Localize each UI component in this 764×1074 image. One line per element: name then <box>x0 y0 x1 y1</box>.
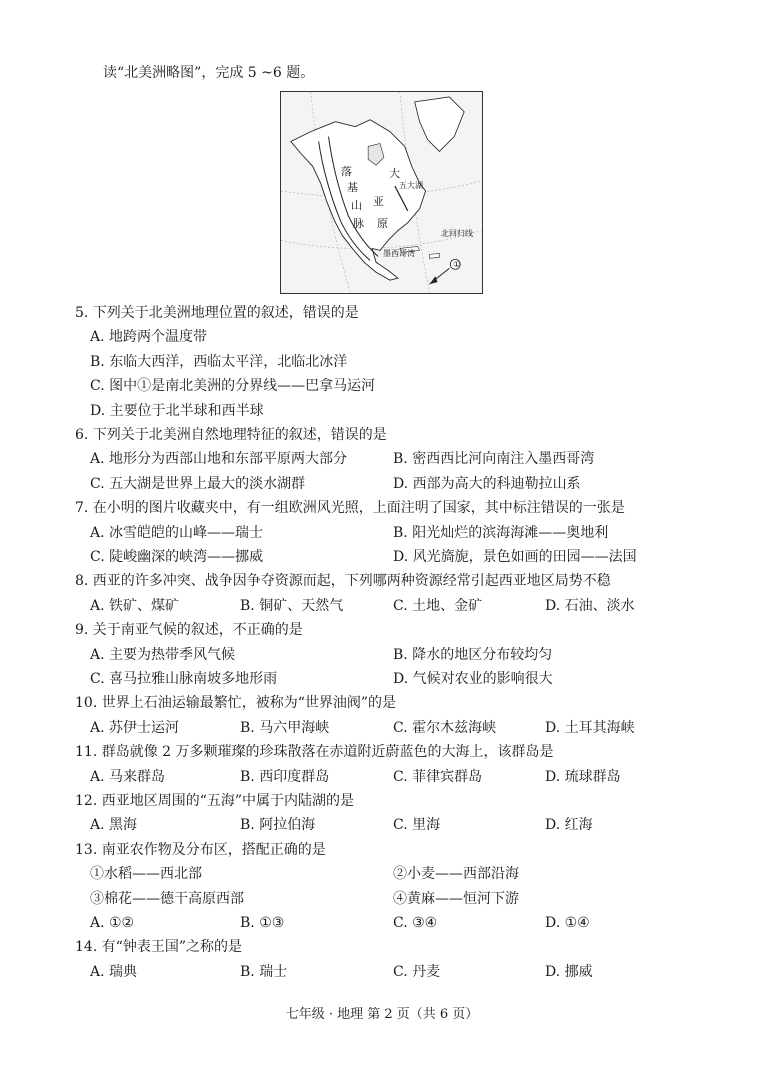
map-label-da: 大 <box>389 167 400 180</box>
question-option[interactable]: D. 西部为高大的科迪勒拉山系 <box>393 475 581 492</box>
question-option[interactable]: B. 瑞士 <box>240 963 288 980</box>
question-option[interactable]: B. ①③ <box>240 915 285 931</box>
question-option[interactable]: D. 风光旖旎，景色如画的田园——法国 <box>393 549 637 565</box>
question-option[interactable]: C. 丹麦 <box>393 963 441 980</box>
question-option[interactable]: B. 铜矿、天然气 <box>240 597 344 614</box>
question-option[interactable]: C. 霍尔木兹海峡 <box>393 719 497 736</box>
question-stem: 8. 西亚的许多冲突、战争因争夺资源而起，下列哪两种资源经常引起西亚地区局势不稳 <box>75 573 611 590</box>
map-label-tropic: 北回归线 <box>441 229 473 238</box>
question-option[interactable]: D. 石油、淡水 <box>545 597 635 614</box>
question-option[interactable]: C. 里海 <box>393 817 441 834</box>
question-stem: 12. 西亚地区周围的“五海”中属于内陆湖的是 <box>75 793 355 809</box>
question-option[interactable]: D. 主要位于北半球和西半球 <box>90 402 264 419</box>
question-option[interactable]: ④黄麻——恒河下游 <box>393 890 519 907</box>
question-option[interactable]: A. 地跨两个温度带 <box>90 329 208 346</box>
question-option[interactable]: A. 地形分为西部山地和东部平原两大部分 <box>90 451 348 468</box>
question-option[interactable]: C. 图中①是南北美洲的分界线——巴拿马运河 <box>90 378 376 395</box>
question-stem: 14. 有“钟表王国”之称的是 <box>75 939 243 956</box>
map-drawing <box>281 92 482 293</box>
question-option[interactable]: C. 五大湖是世界上最大的淡水湖群 <box>90 475 306 492</box>
page-footer: 七年级 · 地理 第 2 页（共 6 页） <box>285 1007 479 1022</box>
question-option[interactable]: ②小麦——西部沿海 <box>393 866 519 883</box>
question-stem: 11. 群岛就像 2 万多颗璀璨的珍珠散落在赤道附近蔚蓝色的大海上，该群岛是 <box>75 744 554 761</box>
map-label-shan: 山 <box>351 199 362 212</box>
map-label-ji: 基 <box>347 181 358 194</box>
question-option[interactable]: A. 苏伊士运河 <box>90 719 180 736</box>
question-option[interactable]: B. 马六甲海峡 <box>240 719 330 736</box>
map-label-yuan: 原 <box>377 217 388 230</box>
question-option[interactable]: A. 马来群岛 <box>90 768 166 785</box>
question-option[interactable]: A. 瑞典 <box>90 963 138 980</box>
question-option[interactable]: B. 降水的地区分布较均匀 <box>393 646 553 663</box>
question-option[interactable]: B. 阿拉伯海 <box>240 817 316 834</box>
question-option[interactable]: C. 土地、金矿 <box>393 597 483 614</box>
question-option[interactable]: A. 冰雪皑皑的山峰——瑞士 <box>90 524 264 541</box>
north-america-map <box>280 91 483 294</box>
question-option[interactable]: B. 阳光灿烂的滨海海滩——奥地利 <box>393 524 609 541</box>
question-option[interactable]: D. 土耳其海峡 <box>545 719 635 736</box>
question-option[interactable]: D. ①④ <box>545 915 590 931</box>
question-option[interactable]: B. 密西西比河向南注入墨西哥湾 <box>393 451 595 468</box>
map-label-mai: 脉 <box>353 217 364 230</box>
question-option[interactable]: A. 铁矿、煤矿 <box>90 597 180 614</box>
question-option[interactable]: B. 东临大西洋，西临太平洋，北临北冰洋 <box>90 353 348 370</box>
intro-text: 读“北美洲略图”，完成 5 ~6 题。 <box>103 65 315 81</box>
question-stem: 7. 在小明的图片收藏夹中，有一组欧洲风光照，上面注明了国家，其中标注错误的一张是 <box>75 500 625 517</box>
map-label-circle-1: ① <box>453 260 461 269</box>
question-stem: 6. 下列关于北美洲自然地理特征的叙述，错误的是 <box>75 427 387 443</box>
question-option[interactable]: D. 挪威 <box>545 963 593 980</box>
question-option[interactable]: D. 气候对农业的影响很大 <box>393 671 553 687</box>
question-option[interactable]: B. 西印度群岛 <box>240 768 330 785</box>
question-option[interactable]: C. 陡峻幽深的峡湾——挪威 <box>90 549 264 565</box>
question-option[interactable]: A. ①② <box>90 915 135 931</box>
map-label-ya: 亚 <box>373 195 384 208</box>
question-option[interactable]: A. 黑海 <box>90 817 138 834</box>
question-option[interactable]: C. 菲律宾群岛 <box>393 768 483 785</box>
question-option[interactable]: D. 琉球群岛 <box>545 768 621 785</box>
question-stem: 5. 下列关于北美洲地理位置的叙述，错误的是 <box>75 305 359 321</box>
question-option[interactable]: C. ③④ <box>393 915 438 931</box>
question-option[interactable]: D. 红海 <box>545 817 593 834</box>
map-label-gulf: 墨西哥湾 <box>383 249 415 258</box>
question-stem: 9. 关于南亚气候的叙述，不正确的是 <box>75 622 303 639</box>
question-stem: 10. 世界上石油运输最繁忙，被称为“世界油阀”的是 <box>75 695 397 712</box>
question-option[interactable]: C. 喜马拉雅山脉南坡多地形雨 <box>90 671 278 687</box>
question-option[interactable]: ①水稻——西北部 <box>90 866 202 883</box>
map-label-great-lakes: 五大湖 <box>399 181 423 190</box>
question-stem: 13. 南亚农作物及分布区，搭配正确的是 <box>75 841 326 858</box>
question-option[interactable]: A. 主要为热带季风气候 <box>90 646 236 663</box>
question-option[interactable]: ③棉花——德干高原西部 <box>90 890 244 907</box>
map-label-luo: 落 <box>341 165 352 178</box>
